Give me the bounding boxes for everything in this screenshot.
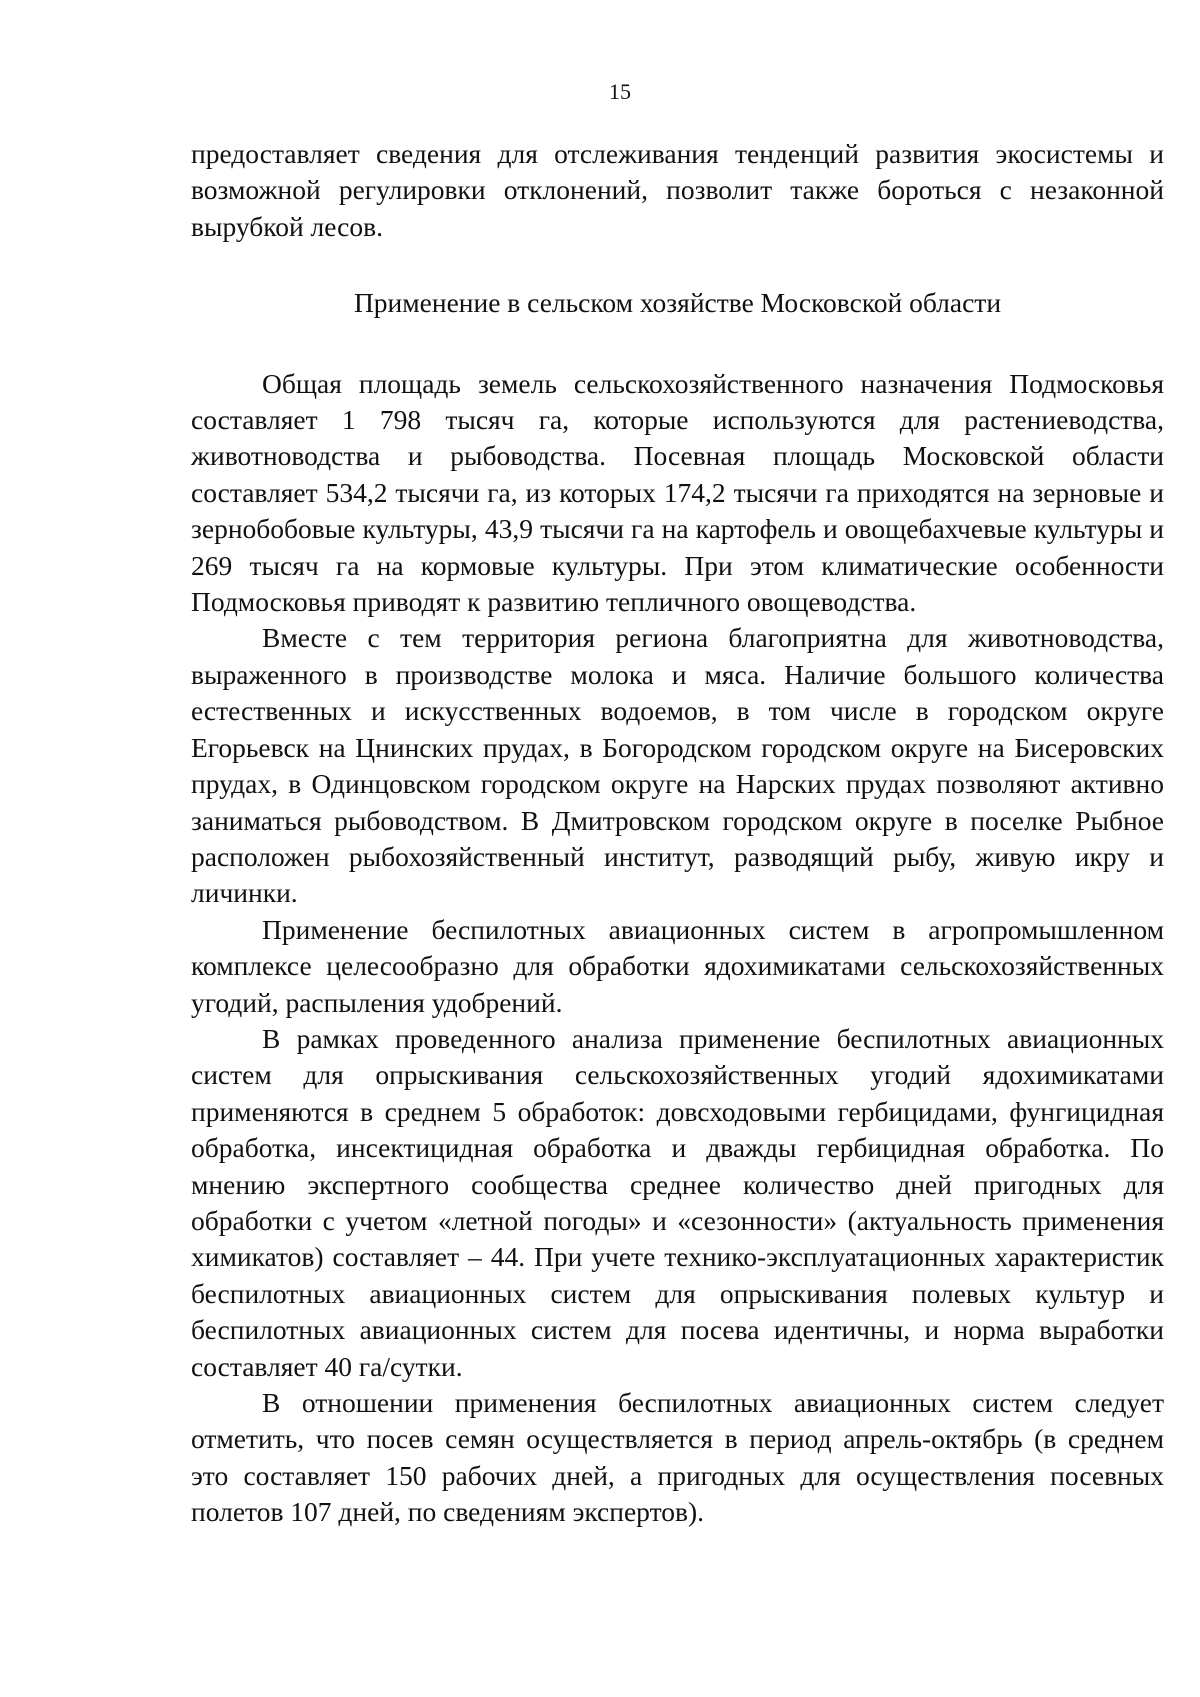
spacer bbox=[191, 322, 1164, 366]
paragraph-land-area: Общая площадь земель сельскохозяйственного назначения Подмосковья составляет 1 798 тысяч га, которые используются для растениеводства, животноводства и рыбоводства. Посевная площадь Московской области составляет 534,2 тысячи га, из которых 174,2 тысячи га приходятся на зерновые и зернобобовые культуры, 43,9 тысячи га на картофель и овощебахчевые культуры и 269 тысяч га на кормовые культуры. При этом климатические особенности Подмосковья приводят к развитию тепличного овощеводства. bbox=[191, 367, 1164, 618]
page-number: 15 bbox=[609, 79, 631, 104]
continuation-paragraph: предоставляет сведения для отслеживания тенденций развития экосистемы и возможной регулировки отклонений, позволит также бороться с незаконной вырубкой лесов. bbox=[191, 138, 1164, 242]
paragraph-drone-use: Применение беспилотных авиационных систем в агропромышленном комплексе целесообразно для обработки ядохимикатами сельскохозяйственных угодий, распыления удобрений. bbox=[191, 913, 1164, 1018]
paragraph-spraying-analysis: В рамках проведенного анализа применение беспилотных авиационных систем для опрыскивания сельскохозяйственных угодий ядохимикатами применяются в среднем 5 обработок: довсходовыми гербицидами, фунгицидная обработка, инсектицидная обработка и дважды гербицидная обработка. По мнению экспертного сообщества среднее количество дней пригодных для обработки с учетом «летной погоды» и «сезонности» (актуальность применения химикатов) составляет – 44. При учете технико-эксплуатационных характеристик беспилотных авиационных систем для опрыскивания полевых культур и беспилотных авиационных систем для посева идентичны, и норма выработки составляет 40 га/сутки. bbox=[191, 1022, 1164, 1382]
paragraph-livestock-fishery: Вместе с тем территория региона благоприятна для животноводства, выраженного в производстве молока и мяса. Наличие большого количества естественных и искусственных водоемов, в том числе в городском округе Егорьевск на Цнинских прудах, в Богородском городском округе на Бисеровских прудах, в Одинцовском городском округе на Нарских прудах позволяют активно заниматься рыбоводством. В Дмитровском городском округе в поселке Рыбное расположен рыбохозяйственный институт, разводящий рыбу, живую икру и личинки. bbox=[191, 622, 1164, 909]
paragraph-seeding-period: В отношении применения беспилотных авиационных систем следует отметить, что посев семян осуществляется в период апрель-октябрь (в среднем это составляет 150 рабочих дней, а пригодных для осуществления посевных полетов 107 дней, по сведениям экспертов). bbox=[191, 1387, 1164, 1528]
section-heading: Применение в сельском хозяйстве Московской области bbox=[353, 287, 1002, 319]
document-body bbox=[191, 136, 1164, 1531]
spacer bbox=[191, 245, 1164, 285]
